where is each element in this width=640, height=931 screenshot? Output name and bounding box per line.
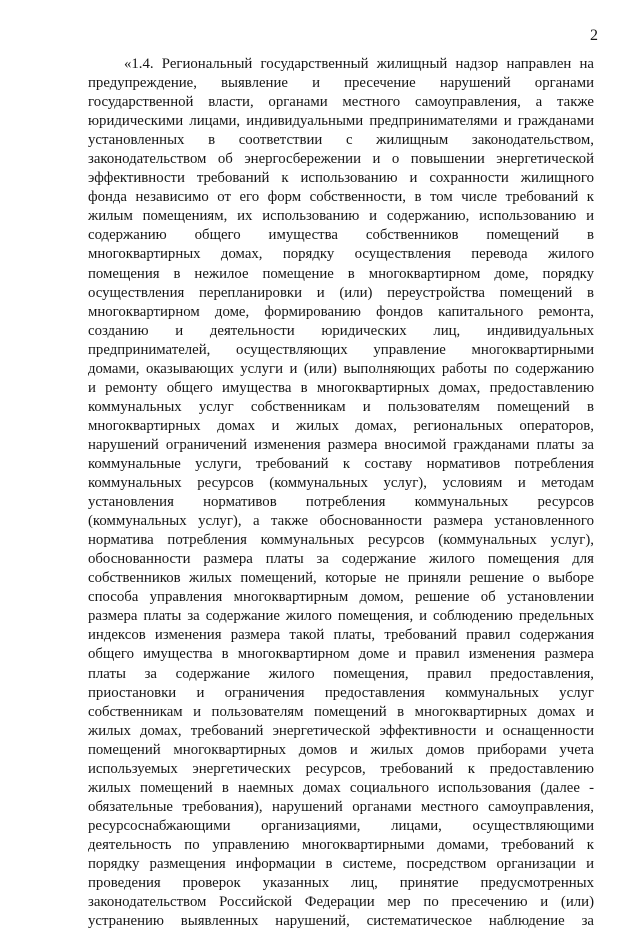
- text-line: устранению выявленных нарушений, систематическое наблюдение за: [88, 913, 594, 930]
- text-line: обоснованности размера платы за содержание жилого помещения для: [88, 551, 594, 568]
- page-number: 2: [590, 27, 598, 44]
- text-line: порядку размещения информации в системе, посредством организации и: [88, 855, 594, 872]
- text-line: жилым помещениям, их использованию и содержанию, использованию и: [88, 208, 594, 225]
- text-line: установленных в соответствии с жилищным законодательством,: [88, 132, 594, 149]
- text-line: деятельность по управлению многоквартирными домами, требований к: [88, 836, 594, 853]
- text-line: домами, оказывающих услуги и (или) выполняющих работы по содержанию: [88, 360, 594, 377]
- text-line: законодательством об энергосбережении и о повышении энергетической: [88, 151, 594, 168]
- text-line: собственникам и пользователям помещений в многоквартирных домах и: [88, 703, 594, 720]
- text-line: государственной власти, органами местного самоуправления, а также: [88, 94, 594, 111]
- text-line: помещения в нежилое помещение в многоквартирном доме, порядку: [88, 265, 594, 282]
- text-line: норматива потребления коммунальных ресурсов (коммунальных услуг),: [88, 532, 594, 549]
- text-line: законодательством Российской Федерации мер по пресечению и (или): [88, 894, 594, 911]
- text-line: помещений многоквартирных домов и жилых домов приборами учета: [88, 741, 594, 758]
- text-line: (коммунальных услуг), а также обоснованности размера установленного: [88, 513, 594, 530]
- paragraph-1-4: [88, 55, 594, 931]
- text-line: общего имущества в многоквартирном доме и правил изменения размера: [88, 646, 594, 663]
- text-line: жилых домах, требований энергетической эффективности и оснащенности: [88, 722, 594, 739]
- text-line: коммунальных услуг собственникам и пользователям помещений в: [88, 398, 594, 415]
- text-line: индексов изменения размера такой платы, требований правил содержания: [88, 627, 594, 644]
- text-line: созданию и деятельности юридических лиц, индивидуальных: [88, 322, 594, 339]
- text-line: приостановки и ограничения предоставления коммунальных услуг: [88, 684, 594, 701]
- text-line: многоквартирном доме, формированию фондов капитального ремонта,: [88, 303, 594, 320]
- text-line: собственников жилых помещений, которые не приняли решение о выборе: [88, 570, 594, 587]
- text-line: многоквартирных домах, порядку осуществления перевода жилого: [88, 246, 594, 263]
- text-line: фонда независимо от его форм собственности, в том числе требований к: [88, 189, 594, 206]
- text-line: содержанию общего имущества собственников помещений в: [88, 227, 594, 244]
- text-line: ресурсоснабжающими организациями, лицами, осуществляющими: [88, 817, 594, 834]
- text-line: проведения проверок указанных лиц, принятие предусмотренных: [88, 875, 594, 892]
- text-line: предпринимателей, осуществляющих управление многоквартирными: [88, 341, 594, 358]
- text-line: юридическими лицами, индивидуальными предпринимателями и гражданами: [88, 113, 594, 130]
- text-line: эффективности требований к использованию и сохранности жилищного: [88, 170, 594, 187]
- text-line: предупреждение, выявление и пресечение нарушений органами: [88, 75, 594, 92]
- text-line: жилых помещений в наемных домах социального использования (далее -: [88, 779, 594, 796]
- text-line: размера платы за содержание жилого помещения, и соблюдению предельных: [88, 608, 594, 625]
- text-line: используемых энергетических ресурсов, требований к предоставлению: [88, 760, 594, 777]
- text-line: обязательные требования), нарушений органами местного самоуправления,: [88, 798, 594, 815]
- text-line: осуществления перепланировки и (или) переустройства помещений в: [88, 284, 594, 301]
- text-line: многоквартирных домах и жилых домах, региональных операторов,: [88, 417, 594, 434]
- text-line: установления нормативов потребления коммунальных ресурсов: [88, 494, 594, 511]
- text-line: нарушений ограничений изменения размера вносимой гражданами платы за: [88, 436, 594, 453]
- text-line: платы за содержание жилого помещения, правил предоставления,: [88, 665, 594, 682]
- text-line: и ремонту общего имущества в многоквартирных домах, предоставлению: [88, 379, 594, 396]
- text-line: способа управления многоквартирным домом, решение об установлении: [88, 589, 594, 606]
- text-line: «1.4. Региональный государственный жилищный надзор направлен на: [124, 56, 594, 72]
- text-line: коммунальных ресурсов (коммунальных услуг), условиям и методам: [88, 475, 594, 492]
- text-line: коммунальные услуги, требований к составу нормативов потребления: [88, 455, 594, 472]
